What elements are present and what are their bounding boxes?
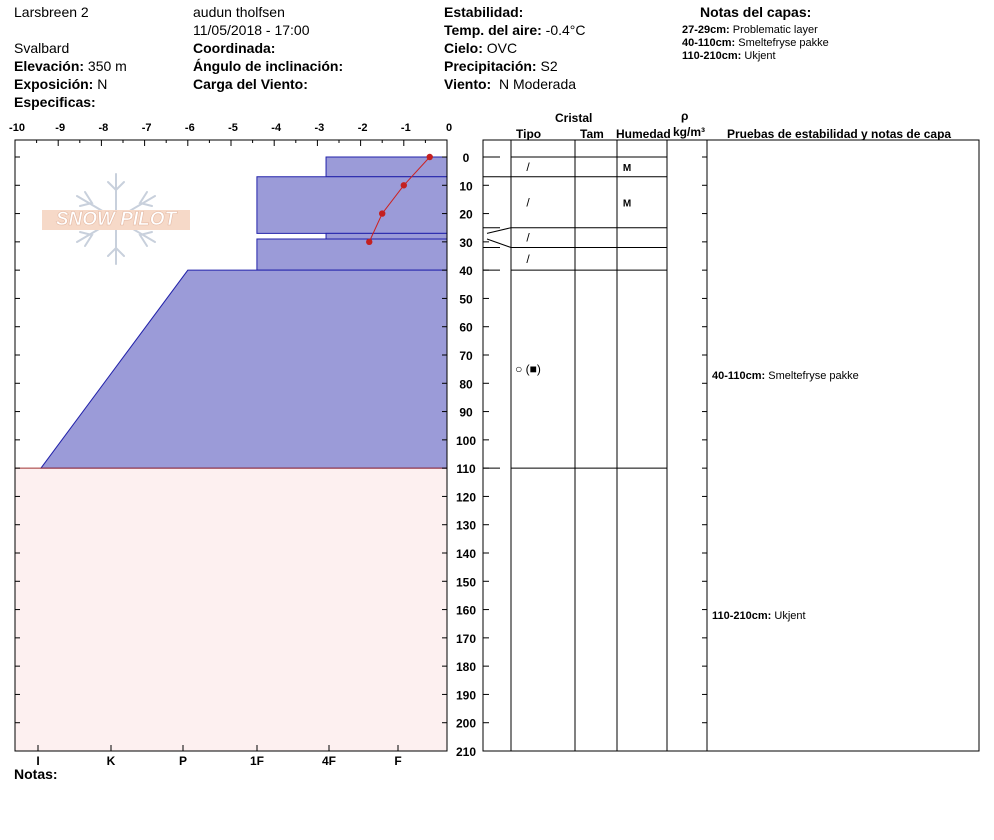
crystal-header: Cristal (555, 111, 593, 125)
temp-tick-label-2: -8 (98, 122, 109, 134)
layer-note-1: 27-29cm: Problematic layer (682, 24, 818, 36)
moisture-header: Humedad (616, 127, 671, 141)
site-name: Larsbreen 2 (14, 4, 89, 20)
depth-tick-label-6: 60 (459, 320, 473, 335)
depth-tick-label-13: 130 (455, 518, 477, 533)
temp-tick-label-9: -1 (400, 122, 411, 134)
layer-comment-text-0: Smeltefryse pakke (765, 369, 859, 382)
stability-label: Estabilidad: (444, 4, 524, 20)
depth-tick-label-1: 10 (459, 179, 473, 194)
size-header: Tam (580, 127, 604, 141)
observer: audun tholfsen (193, 4, 285, 20)
density-unit: kg/m³ (673, 125, 706, 139)
wind-loading-label: Carga del Viento: (193, 76, 308, 92)
wind-value: N Moderada (498, 76, 577, 92)
depth-tick-label-10: 100 (455, 433, 477, 448)
air-temp-value: -0.4°C (545, 22, 586, 38)
slope-label: Ángulo de inclinación: (193, 58, 344, 74)
depth-tick-label-19: 190 (455, 688, 477, 703)
region: Svalbard (14, 40, 70, 56)
depth-tick-label-20: 200 (455, 716, 477, 731)
temp-tick-label-5: -5 (228, 122, 238, 134)
hardness-tick-label-0: I (36, 754, 40, 768)
depth-tick-label-3: 30 (459, 235, 473, 250)
hardness-tick-label-5: F (394, 754, 402, 768)
temperature-point-3 (366, 239, 372, 245)
sky-label: Cielo: (444, 40, 483, 56)
temp-tick-label-7: -3 (314, 122, 325, 134)
depth-tick-label-17: 170 (455, 631, 477, 646)
depth-tick-label-4: 40 (459, 264, 473, 279)
crystal-type-4: ○ (■) (515, 362, 541, 377)
specifics-label: Especificas: (14, 94, 96, 110)
notes-label: Notas: (14, 766, 58, 782)
layer-comment-1 (712, 610, 806, 622)
layer-note-3: 110-210cm: Ukjent (682, 50, 776, 62)
connector-2 (487, 239, 511, 247)
depth-tick-label-5: 50 (459, 292, 473, 307)
stability-tests-header: Pruebas de estabilidad y notas de capa (727, 127, 952, 141)
sky-value: OVC (486, 40, 518, 56)
depth-tick-label-12: 120 (455, 490, 477, 505)
crystal-type-3: / (526, 251, 530, 266)
layer-comment-0 (712, 370, 859, 382)
precip-value: S2 (540, 58, 558, 74)
depth-tick-label-7: 70 (459, 349, 473, 363)
wind-label: Viento: (444, 76, 492, 92)
aspect-value: N (97, 76, 108, 92)
depth-tick-label-8: 80 (459, 377, 473, 392)
coordinates-label: Coordinada: (193, 40, 276, 56)
crystal-moisture-1: M (622, 198, 632, 210)
datetime: 11/05/2018 - 17:00 (193, 22, 310, 38)
layer-comment-range-0: 40-110cm: (712, 369, 766, 382)
hardness-layer-1 (257, 177, 447, 234)
depth-tick-label-16: 160 (455, 603, 477, 618)
type-header: Tipo (516, 127, 542, 141)
elevation-value: 350 m (87, 58, 127, 74)
depth-tick-label-21: 210 (455, 745, 477, 759)
elevation-label: Elevación: (14, 58, 85, 74)
density-symbol: ρ (681, 109, 689, 123)
hardness-tick-label-2: P (178, 754, 188, 768)
crystal-moisture-0: M (622, 162, 632, 174)
crystal-type-1: / (526, 195, 530, 210)
aspect-label: Exposición: (14, 76, 94, 92)
crystal-type-2: / (526, 230, 530, 245)
depth-tick-label-14: 140 (455, 547, 477, 561)
hardness-tick-label-4: 4F (321, 754, 337, 768)
layer-notes-title: Notas del capas: (700, 4, 812, 20)
temperature-point-1 (401, 182, 407, 188)
hardness-layer-3 (257, 239, 447, 270)
unspecified-hardness-region (15, 468, 447, 751)
depth-tick-label-18: 180 (455, 660, 477, 675)
depth-tick-label-9: 90 (459, 405, 473, 420)
temperature-point-2 (379, 210, 385, 216)
temp-tick-label-6: -4 (271, 122, 282, 134)
crystal-type-0: / (526, 159, 530, 174)
temp-tick-label-8: -2 (357, 122, 368, 134)
layer-note-2: 40-110cm: Smeltefryse pakke (682, 37, 829, 49)
layer-table-frame (483, 140, 979, 751)
hardness-layer-4 (41, 270, 447, 468)
temp-tick-label-10: 0 (445, 122, 453, 134)
depth-tick-label-15: 150 (455, 575, 477, 590)
logo-text: SNOW PILOT (55, 209, 177, 230)
hardness-layer-2 (326, 233, 447, 239)
depth-tick-label-2: 20 (459, 207, 473, 222)
temperature-point-0 (427, 154, 433, 160)
temp-tick-label-3: -7 (141, 122, 152, 134)
hardness-tick-label-1: K (106, 754, 116, 768)
temp-tick-label-4: -6 (184, 122, 195, 134)
depth-tick-label-11: 110 (456, 462, 476, 477)
temp-tick-label-0: -10 (9, 122, 25, 134)
hardness-tick-label-3: 1F (249, 754, 265, 768)
air-temp-label: Temp. del aire: (444, 22, 542, 38)
connector-1 (487, 228, 511, 234)
depth-tick-label-0: 0 (462, 151, 470, 165)
layer-comment-range-1: 110-210cm: (712, 610, 772, 623)
layer-comment-text-1: Ukjent (771, 610, 806, 623)
precip-label: Precipitación: (444, 58, 537, 74)
temp-tick-label-1: -9 (55, 122, 66, 134)
